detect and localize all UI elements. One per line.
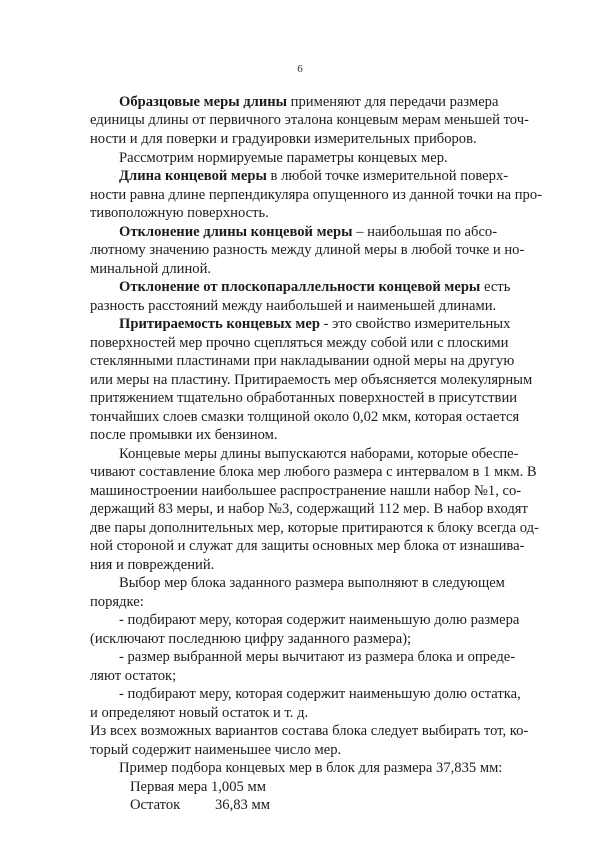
list-item2-line2: ляют остаток; <box>90 668 177 684</box>
para4-line3: минальной длиной. <box>90 261 212 277</box>
para4-line1: Отклонение длины концевой меры – наибольшая по абсо- <box>119 224 498 240</box>
para9-line1: Из всех возможных вариантов состава блока следует выбирать тот, ко- <box>90 723 529 739</box>
para7-line5: две пары дополнительных мер, которые притираются к блоку всегда од- <box>90 520 539 536</box>
example-first-measure: Первая мера 1,005 мм <box>130 779 266 795</box>
para4-line2: лютному значению разность между длиной меры в любой точке и но- <box>90 242 525 258</box>
para7-line6: ной стороной и служат для защиты основных мер блока от изнашива- <box>90 538 525 554</box>
para7-line3: машиностроении наибольшее распространение нашли набор №1, со- <box>90 483 522 499</box>
term-flatness-deviation: Отклонение от плоскопараллельности концевой меры <box>119 279 481 295</box>
para9-line2: торый содержит наименьшее число мер. <box>90 742 342 758</box>
para5-line1: Отклонение от плоскопараллельности концевой меры есть <box>119 279 511 295</box>
para6-line2: поверхностей мер прочно сцепляться между собой или с плоскими <box>90 335 509 351</box>
para8-line1: Выбор мер блока заданного размера выполняют в следующем <box>119 575 505 591</box>
para5-line2: разность расстояний между наибольшей и наименьшей длинами. <box>90 298 497 314</box>
list-item3-line1: - подбирают меру, которая содержит наименьшую долю остатка, <box>119 686 521 702</box>
para1-line2: единицы длины от первичного эталона концевым мерам меньшей точ- <box>90 112 529 128</box>
list-item2-line1: - размер выбранной меры вычитают из размера блока и опреде- <box>119 649 516 665</box>
term-reference-measures: Образцовые меры длины <box>119 94 288 110</box>
para7-line2: чивают составление блока мер любого размера с интервалом в 1 мкм. В <box>90 464 537 480</box>
example-title: Пример подбора концевых мер в блок для размера 37,835 мм: <box>119 760 503 776</box>
para1-line3: ности и для поверки и градуировки измерительных приборов. <box>90 131 477 147</box>
para7-line1: Концевые меры длины выпускаются наборами, которые обеспе- <box>119 446 519 462</box>
example-remainder-value: 36,83 мм <box>215 797 270 813</box>
term-wringability: Притираемость концевых мер <box>119 316 320 332</box>
list-item1-line2: (исключают последнюю цифру заданного размера); <box>90 631 412 647</box>
para1-line1: Образцовые меры длины применяют для передачи размера <box>119 94 499 110</box>
para2-line1: Рассмотрим нормируемые параметры концевых мер. <box>119 150 448 166</box>
para6-line4: или меры на пластину. Притираемость мер объясняется молекулярным <box>90 372 533 388</box>
para6-line6: тончайших слоев смазки толщиной около 0,02 мкм, которая остается <box>90 409 520 425</box>
para7-line7: ния и повреждений. <box>90 557 215 573</box>
list-item1-line1: - подбирают меру, которая содержит наименьшую долю размера <box>119 612 520 628</box>
para6-line1: Притираемость концевых мер - это свойство измерительных <box>119 316 511 332</box>
example-remainder-label: Остаток <box>130 797 181 813</box>
para6-line7: после промывки их бензином. <box>90 427 278 443</box>
para3-line3: тивоположную поверхность. <box>90 205 269 221</box>
term-block-length: Длина концевой меры <box>119 168 267 184</box>
page-number: 6 <box>297 63 303 75</box>
para3-line1: Длина концевой меры в любой точке измерительной поверх- <box>119 168 509 184</box>
list-item3-line2: и определяют новый остаток и т. д. <box>90 705 309 721</box>
para6-line3: стеклянными пластинами при накладывании одной меры на другую <box>90 353 515 369</box>
para3-line2: ности равна длине перпендикуляра опущенного из данной точки на про- <box>90 187 543 203</box>
para7-line4: держащий 83 меры, и набор №3, содержащий 112 мер. В набор входят <box>90 501 528 517</box>
term-length-deviation: Отклонение длины концевой меры <box>119 224 353 240</box>
para6-line5: притяжением тщательно обработанных поверхностей в присутствии <box>90 390 518 406</box>
para8-line2: порядке: <box>90 594 144 610</box>
